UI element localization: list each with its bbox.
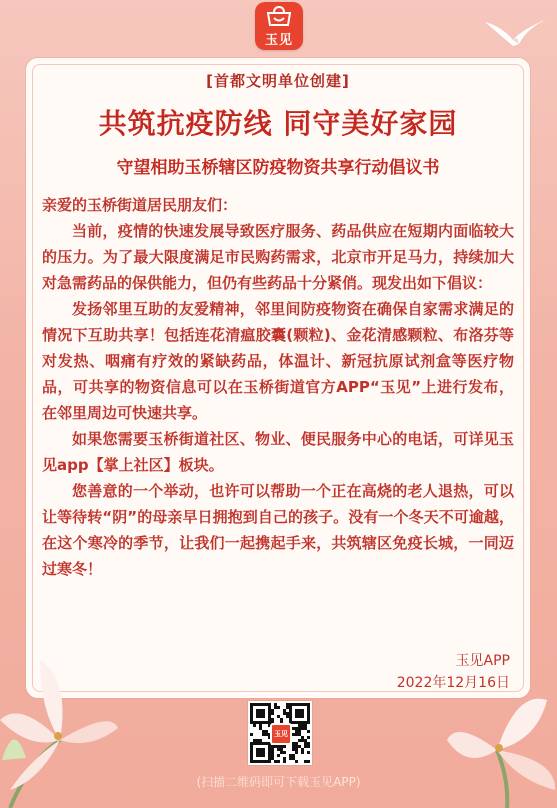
date: 2022年12月16日: [396, 675, 510, 691]
paragraph-4: 您善意的一个举动，也许可以帮助一个正在高烧的老人退热，可以让等待转“阴”的母亲早日拥抱到自己的孩子。没有一个冬天不可逾越，在这个寒冷的季节，让我们一起携起手来，共筑辖区免疫长城，一同迈过寒冬！: [42, 482, 514, 578]
paragraph-3: 如果您需要玉桥街道社区、物业、便民服务中心的电话，可详见玉见app【掌上社区】板块。: [42, 430, 514, 474]
tagline: [首都文明单位创建]: [206, 72, 350, 90]
qr-logo: 玉见: [270, 723, 292, 745]
letter-body: [42, 192, 514, 582]
shopping-bag-icon: [264, 5, 294, 27]
page-title: 共筑抗疫防线 同守美好家园: [98, 107, 458, 140]
signature: 玉见APP: [455, 653, 510, 669]
subtitle: 守望相助玉桥辖区防疫物资共享行动倡议书: [116, 158, 440, 178]
qr-caption: (扫描二维码即可下载玉见APP): [196, 775, 361, 789]
seagull-icon: [483, 14, 553, 54]
logo-text: 玉见: [264, 33, 293, 48]
greeting: 亲爱的玉桥街道居民朋友们：: [42, 196, 238, 214]
app-logo: [255, 2, 303, 50]
paragraph-2: 发扬邻里互助的友爱精神，邻里间防疫物资在确保自家需求满足的情况下互助共享！包括连花清瘟胶囊(颗粒)、金花清感颗粒、布洛芬等对发热、咽痛有疗效的紧缺药品，体温计、新冠抗原试剂盒等医疗物品，可共享的物资信息可以在玉桥街道官方APP“玉见”上进行发布，在邻里周边可快速共享。: [42, 300, 514, 422]
proposal-card: [26, 58, 530, 698]
download-qr-code[interactable]: [248, 701, 312, 765]
paragraph-1: 当前，疫情的快速发展导致医疗服务、药品供应在短期内面临较大的压力。为了最大限度满足市民购药需求，北京市开足马力，持续加大对急需药品的保供能力，但仍有些药品十分紧俏。现发出如下倡议：: [42, 222, 514, 292]
